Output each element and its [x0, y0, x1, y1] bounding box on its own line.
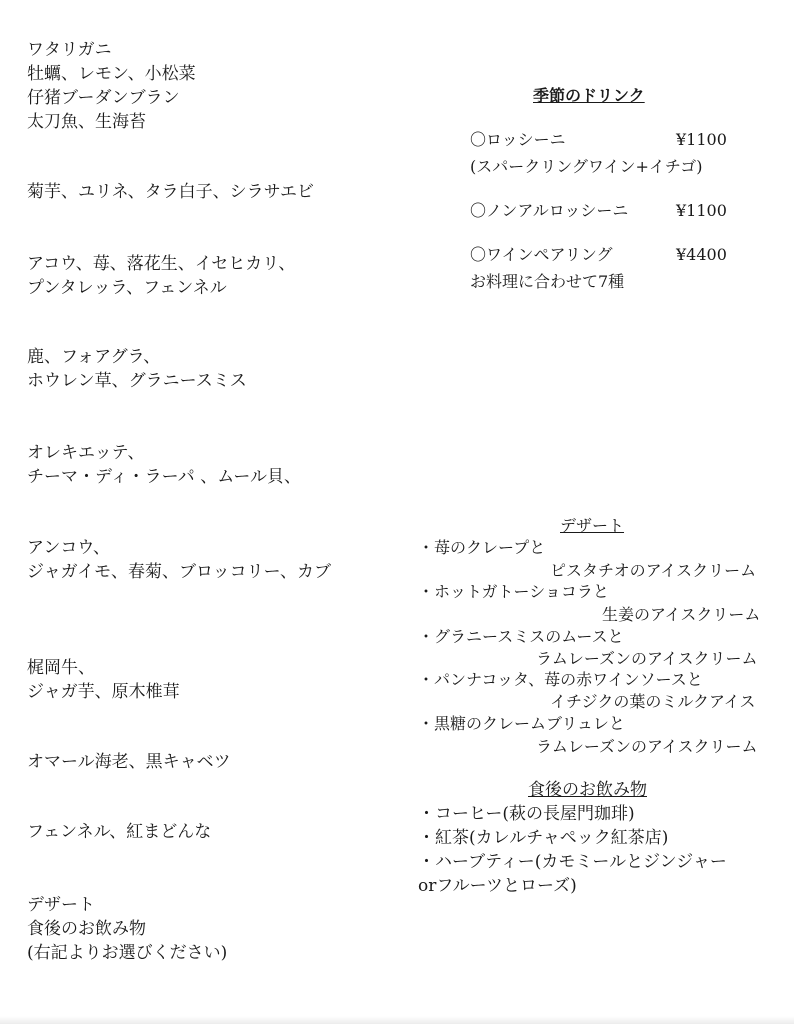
- course-1-line-1: ワタリガニ: [27, 40, 112, 60]
- course-6-line-1: アンコウ、: [27, 538, 110, 558]
- drink-1-note: (スパークリングワイン+イチゴ): [470, 157, 703, 176]
- dessert-5-line-1: ・黒糖のクレームブリュレと: [418, 714, 625, 733]
- drink-1-price: ¥1100: [676, 130, 727, 149]
- dessert-2-line-1: ・ホットガトーショコラと: [418, 582, 609, 601]
- course-5-line-2: チーマ・ディ・ラーパ 、ムール貝、: [27, 467, 302, 487]
- drink-3-price: ¥4400: [676, 245, 727, 264]
- drink-2-price: ¥1100: [676, 201, 727, 220]
- course-9-line-1: フェンネル、紅まどんな: [27, 822, 212, 842]
- after-drinks-title: 食後のお飲み物: [528, 780, 647, 800]
- dessert-3-line-1: ・グラニースミスのムースと: [418, 627, 624, 646]
- page-bottom-edge: [0, 1016, 794, 1024]
- course-10-line-3: (右記よりお選びください): [27, 943, 228, 963]
- dessert-3-line-2: ラムレーズンのアイスクリーム: [536, 649, 758, 668]
- course-10-line-1: デザート: [27, 895, 95, 915]
- drink-1-name: 〇ロッシーニ: [470, 130, 566, 149]
- after-drink-4: orフルーツとローズ): [418, 876, 577, 896]
- course-4-line-2: ホウレン草、グラニースミス: [27, 371, 247, 391]
- dessert-1-line-1: ・苺のクレープと: [418, 538, 546, 557]
- course-4-line-1: 鹿、フォアグラ、: [27, 347, 161, 367]
- dessert-4-line-1: ・パンナコッタ、苺の赤ワインソースと: [418, 670, 703, 689]
- course-1-line-3: 仔猪ブーダンブラン: [27, 88, 180, 108]
- course-10-line-2: 食後のお飲み物: [27, 919, 146, 939]
- drink-2-name: 〇ノンアルロッシーニ: [470, 201, 629, 220]
- dessert-1-line-2: ピスタチオのアイスクリーム: [550, 561, 757, 580]
- course-8-line-1: オマール海老、黒キャベツ: [27, 752, 231, 772]
- course-3-line-2: プンタレッラ、フェンネル: [27, 278, 227, 298]
- dessert-4-line-2: イチジクの葉のミルクアイス: [550, 692, 756, 711]
- drink-3-note: お料理に合わせて7種: [470, 272, 625, 291]
- after-drink-3: ・ハーブティー(カモミールとジンジャー: [418, 852, 727, 872]
- course-3-line-1: アコウ、苺、落花生、イセヒカリ、: [27, 254, 296, 274]
- desserts-title: デザート: [560, 516, 625, 535]
- dessert-5-line-2: ラムレーズンのアイスクリーム: [536, 737, 758, 756]
- after-drink-2: ・紅茶(カレルチャペック紅茶店): [418, 828, 669, 848]
- course-1-line-4: 太刀魚、生海苔: [27, 112, 146, 132]
- course-6-line-2: ジャガイモ、春菊、ブロッコリー、カブ: [27, 562, 331, 582]
- drink-3-name: 〇ワインペアリング: [470, 245, 613, 264]
- dessert-2-line-2: 生姜のアイスクリーム: [602, 605, 761, 624]
- after-drink-1: ・コーヒー(萩の長屋門珈琲): [418, 804, 635, 824]
- course-2-line-1: 菊芋、ユリネ、タラ白子、シラサエビ: [27, 182, 314, 202]
- course-5-line-1: オレキエッテ、: [27, 443, 145, 463]
- course-1-line-2: 牡蠣、レモン、小松菜: [27, 64, 196, 84]
- course-7-line-2: ジャガ芋、原木椎茸: [27, 682, 180, 702]
- drinks-title: 季節のドリンク: [533, 86, 645, 105]
- course-7-line-1: 梶岡牛、: [27, 658, 95, 678]
